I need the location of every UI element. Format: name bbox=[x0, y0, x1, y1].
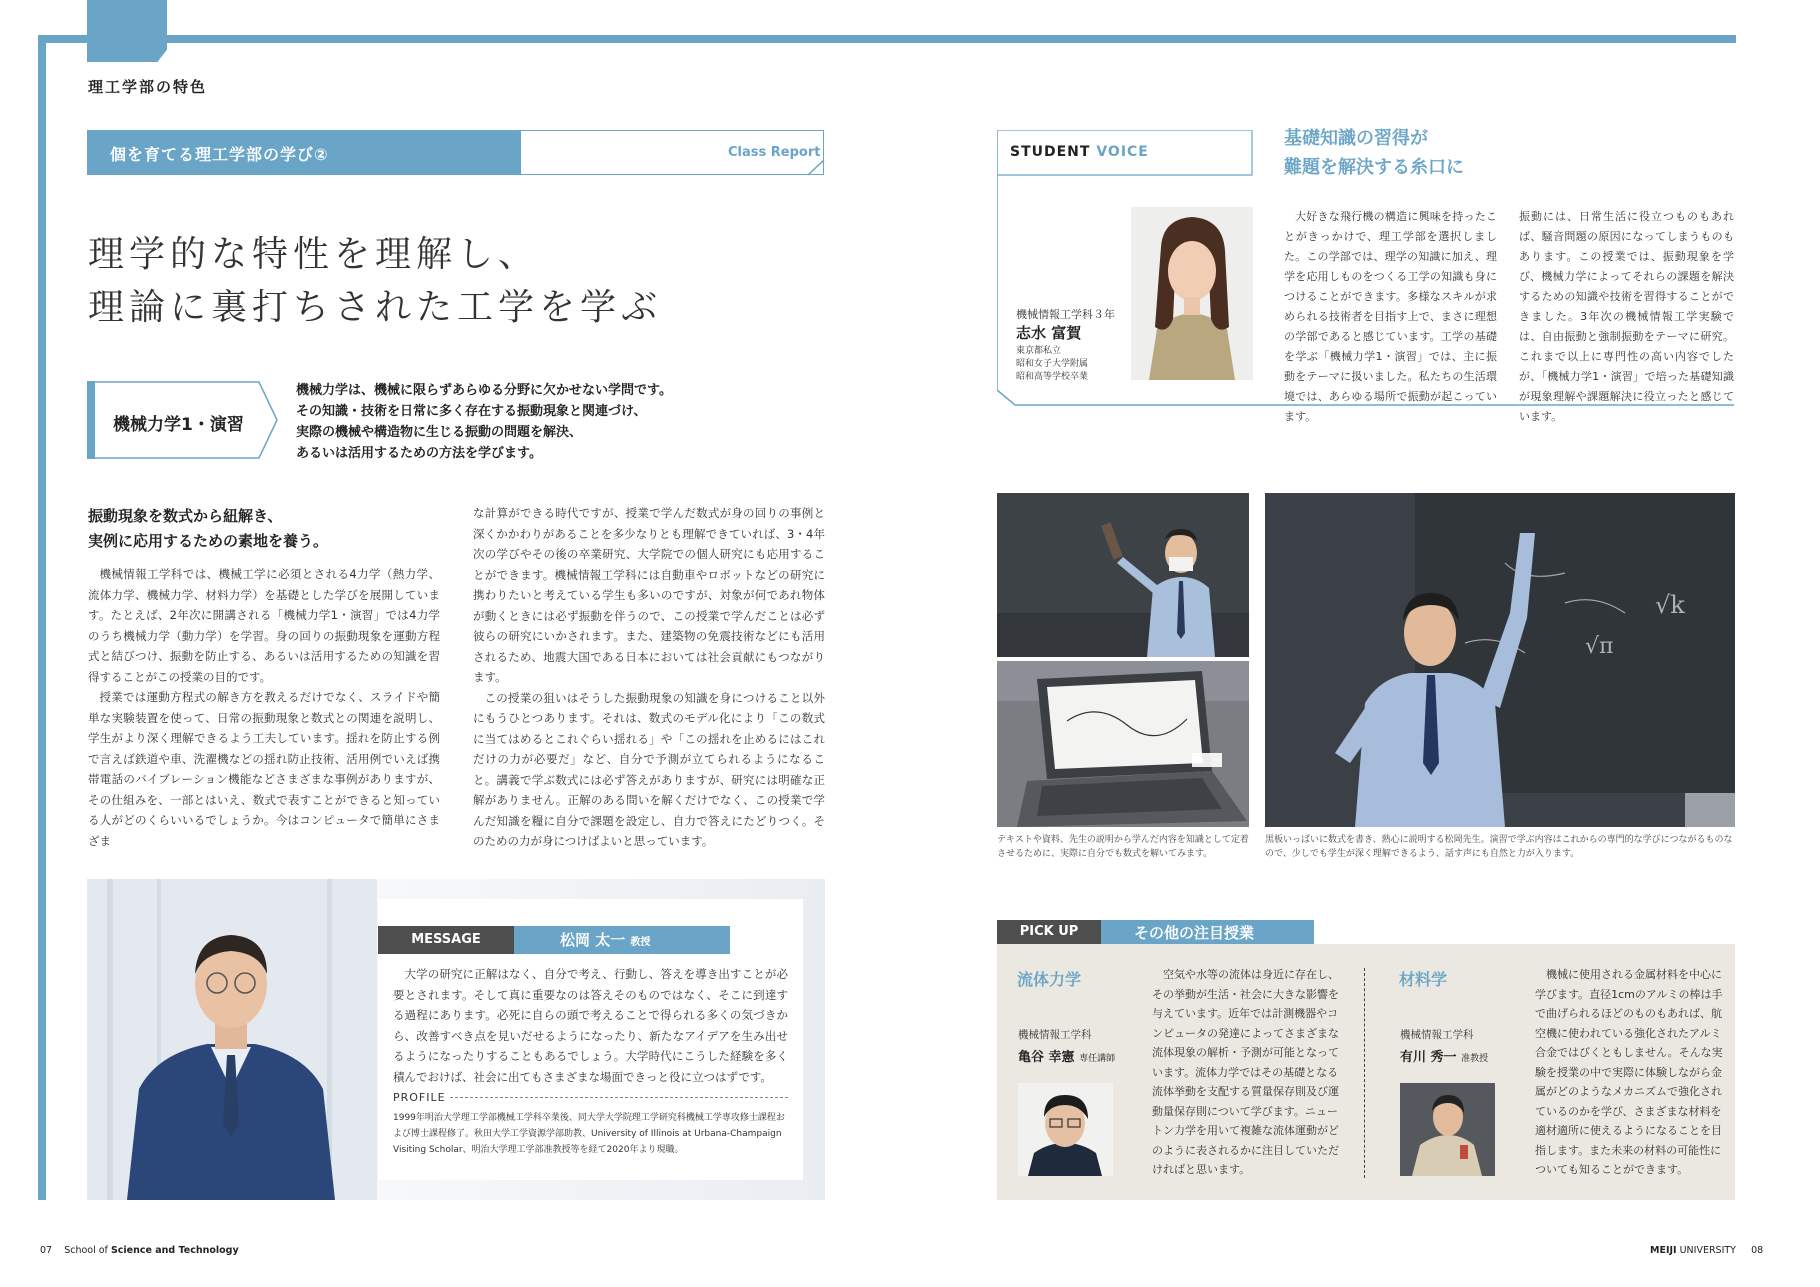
page-number-right: 08 bbox=[1751, 1245, 1764, 1256]
article-column-1 bbox=[88, 564, 440, 851]
headline-line-2: 理論に裏打ちされた工学を学ぶ bbox=[88, 287, 663, 328]
student-figure bbox=[1131, 207, 1253, 380]
banner-subtitle: Class Report bbox=[728, 145, 821, 160]
message-tag: MESSAGE bbox=[378, 926, 514, 954]
article-lead: 振動現象を数式から紐解き、 実例に応用するための素地を養う。 bbox=[88, 507, 329, 550]
pickup-subject-1: 流体力学 bbox=[1017, 970, 1082, 989]
pickup-subject-2: 材料学 bbox=[1399, 970, 1448, 989]
student-photo bbox=[1131, 207, 1253, 380]
article-paragraph: 授業では運動方程式の解き方を教えるだけでなく、スライドや簡単な実験装置を使って、日常の振動現象と数式との関連を説明し、学生がより深く理解できるよう工夫しています。揺れを防止する例で言えば鉄道や車、洗濯機などの揺れ防止技術、活用例でいえば携帯電話のバイブレーション機能などさまざまな事例がありますが、その仕組みを、一部とはいえ、数式で表すことができると知っている人がどのくらいいるでしょうか。今はコンピュータで簡単にさまざま bbox=[88, 690, 440, 848]
blackboard-photo bbox=[1265, 493, 1735, 827]
message-text: 大学の研究に正解はなく、自分で考え、行動し、答えを導き出すことが必要とされます。そして真に重要なのは答えそのものではなく、そこに到達する過程にあります。必死に自らの頭で考えることで得られる多くの気づきから、改善すべき点を見いだせるようになったり、新たなアイデアを生み出せるようになったりすることもあるでしょう。大学時代にこうした経験を多く積んでおけば、社会に出てもさまざまな場面できっと役に立つはずです。 bbox=[393, 967, 788, 1084]
pickup-prof-1: 亀谷 幸憲 専任講師 bbox=[1018, 1050, 1116, 1065]
svg-text:√k: √k bbox=[1655, 591, 1685, 619]
pickup-text-1: 空気や水等の流体は身近に存在し、その挙動が生活・社会に大きな影響を与えています。近年では計測機器やコンピュータの発達によってさまざまな流体現象の解析・予測が可能となっています。流体力学ではその基礎となる流体挙動を支配する質量保存則及び運動量保存則について学びます。ニュートン力学を用いて複雑な流体運動がどのように表されるかに注目していただければと思います。 bbox=[1152, 968, 1339, 1176]
pickup-dept-1: 機械情報工学科 bbox=[1018, 1029, 1092, 1041]
section-label: 理工学部の特色 bbox=[88, 78, 208, 96]
profile-divider bbox=[450, 1097, 788, 1098]
article-paragraph: この授業の狙いはそうした振動現象の知識を身につけること以外にもうひとつあります。それは、数式のモデル化により「この数式に当てはめるとこれぐらい揺れる」や「この揺れを止めるにはこれだけの力が必要だ」など、自分で予測が立てられるようになること。講義で学ぶ数式には必ず答えがありますが、研究には明確な正解がありません。正解のある問いを解くだけでなく、この授業で学んだ知識を糧に自分で課題を設定し、自力で答えにたどりつく。そのための力が身につけばよいと思っています。 bbox=[473, 690, 825, 848]
student-voice-column-1: 大好きな飛行機の構造に興味を持ったことがきっかけで、理工学部を選択しました。この学部では、理学の知識に加え、理学を応用しものをつくる工学の知識も身につけることができます。多様なスキルが求められる技術者を目指す上で、まさに理想の学部であると感じています。工学の基礎を学ぶ「機械力学1・演習」では、主に振動をテーマに扱いました。私たちの生活環境では、あらゆる場所で振動が起こっています。 bbox=[1284, 210, 1497, 423]
pickup-tag: PICK UP bbox=[997, 920, 1101, 944]
corner-tab bbox=[87, 0, 167, 62]
pickup-divider bbox=[1364, 968, 1365, 1178]
photo-caption-right: 黒板いっぱいに数式を書き、熱心に説明する松岡先生。演習で学ぶ内容はこれからの専門的な学びにつながるものなので、少しでも学生が深く理解できるよう、話す声にも自然と力が入ります。 bbox=[1265, 835, 1733, 859]
course-name: 機械力学1・演習 bbox=[113, 415, 244, 435]
student-voice-headline: 基礎知識の習得が 難題を解決する糸口に bbox=[1284, 128, 1464, 178]
left-accent-bar bbox=[38, 35, 46, 1200]
course-description: 機械力学は、機械に限らずあらゆる分野に欠かせない学問です。 その知識・技術を日常に多く存在する振動現象と関連づけ、 実際の機械や構造物に生じる振動の問題を解決、 あるいは活用するための方法を学びます。 bbox=[296, 383, 672, 461]
pickup-text-2: 機械に使用される金属材料を中心に学びます。直径1cmのアルミの棒は手で曲げられるほどのものもあれば、航空機に使われている強化されたアルミ合金ではびくともしません。そんな実験を授業の中で実際に体験しながら金属がどのようなメカニズムで強化されているのかを学び、さまざまな材料を適材適所に使えるようになることを目指します。また未来の材料の可能性についても知ることができます。 bbox=[1535, 968, 1723, 1176]
professor-name: 松岡 太一 教授 bbox=[560, 931, 651, 949]
student-school: 東京都私立 昭和女子大学附属 昭和高等学校卒業 bbox=[1016, 346, 1089, 382]
footer-right: MEIJI UNIVERSITY 08 bbox=[1650, 1245, 1764, 1256]
lecture-photo-small bbox=[997, 493, 1249, 657]
photo-caption-left: テキストや資料、先生の説明から学んだ内容を知識として定着させるために、実際に自分でも数式を解いてみます。 bbox=[997, 835, 1249, 859]
profile-label: PROFILE bbox=[393, 1091, 446, 1104]
student-department: 機械情報工学科３年 bbox=[1016, 308, 1115, 321]
article-paragraph: な計算ができる時代ですが、授業で学んだ数式が身の回りの事例と深くかかわりがあることを多少なりとも理解できていれば、3・4年次の学びやその後の卒業研究、大学院での個人研究にも応用することができます。機械情報工学科には自動車やロボットなどの研究に携わりたいと考えている学生も多いのですが、対象が何であれ物体が動くときには必ず振動を伴うので、この授業で学んだことは必ず彼らの研究にいかされます。また、建築物の免震技術などにも活用されるため、地震大国である日本においては社会貢献にもつながります。 bbox=[473, 506, 825, 684]
svg-text:√π: √π bbox=[1585, 634, 1614, 659]
student-voice-label: STUDENT VOICE bbox=[1010, 144, 1149, 160]
student-voice-column-2: 振動には、日常生活に役立つものもあれば、騒音問題の原因になってしまうものもあります。この授業では、振動現象を学び、機械力学によってそれらの課題を解決するための知識や技術を習得することができました。3年次の機械情報工学実験では、自由振動と強制振動をテーマに研究。これまで以上に専門性の高い内容でしたが、「機械力学1・演習」で培った基礎知識が現象理解や課題解決に役立ったと感じています。 bbox=[1519, 210, 1734, 423]
article-column-2 bbox=[473, 503, 825, 852]
pickup-dept-2: 機械情報工学科 bbox=[1400, 1029, 1474, 1041]
top-accent-bar bbox=[38, 35, 1736, 43]
page-headline bbox=[88, 228, 662, 334]
banner-corner-cut bbox=[808, 160, 826, 176]
article-paragraph: 機械情報工学科では、機械工学に必須とされる4力学（熱力学、流体力学、機械力学、材料力学）を基礎とした学びを展開しています。たとえば、2年次に開講される「機械力学1・演習」では4力学のうち機械力学（動力学）を学習。身の回りの振動現象を運動方程式と結びつけ、振動を防止する、あるいは活用するための知識を習得することがこの授業の目的です。 bbox=[88, 567, 440, 684]
pickup-prof-2: 有川 秀一 准教授 bbox=[1400, 1050, 1489, 1065]
pickup-title: その他の注目授業 bbox=[1134, 924, 1255, 942]
pickup-photo-1 bbox=[1018, 1083, 1113, 1176]
laptop-photo bbox=[997, 661, 1249, 827]
headline-line-1: 理学的な特性を理解し、 bbox=[88, 234, 540, 275]
page-number-left: 07 bbox=[40, 1245, 53, 1256]
professor-rank: 教授 bbox=[630, 937, 651, 948]
banner-title: 個を育てる理工学部の学び② bbox=[110, 145, 329, 164]
pickup-photo-2 bbox=[1400, 1083, 1495, 1176]
student-name: 志水 富賀 bbox=[1016, 324, 1082, 342]
footer-left: 07 School of Science and Technology bbox=[40, 1245, 239, 1256]
profile-text: 1999年明治大学理工学部機械工学科卒業後、同大学大学院理工学研究科機械工学専攻修士課程および博士課程修了。秋田大学工学資源学部助教、University of Illinois at Urbana-Champaign Visiting Scholar、明治大学理工学部准教授等を経て2020年より現職。 bbox=[393, 1113, 785, 1155]
